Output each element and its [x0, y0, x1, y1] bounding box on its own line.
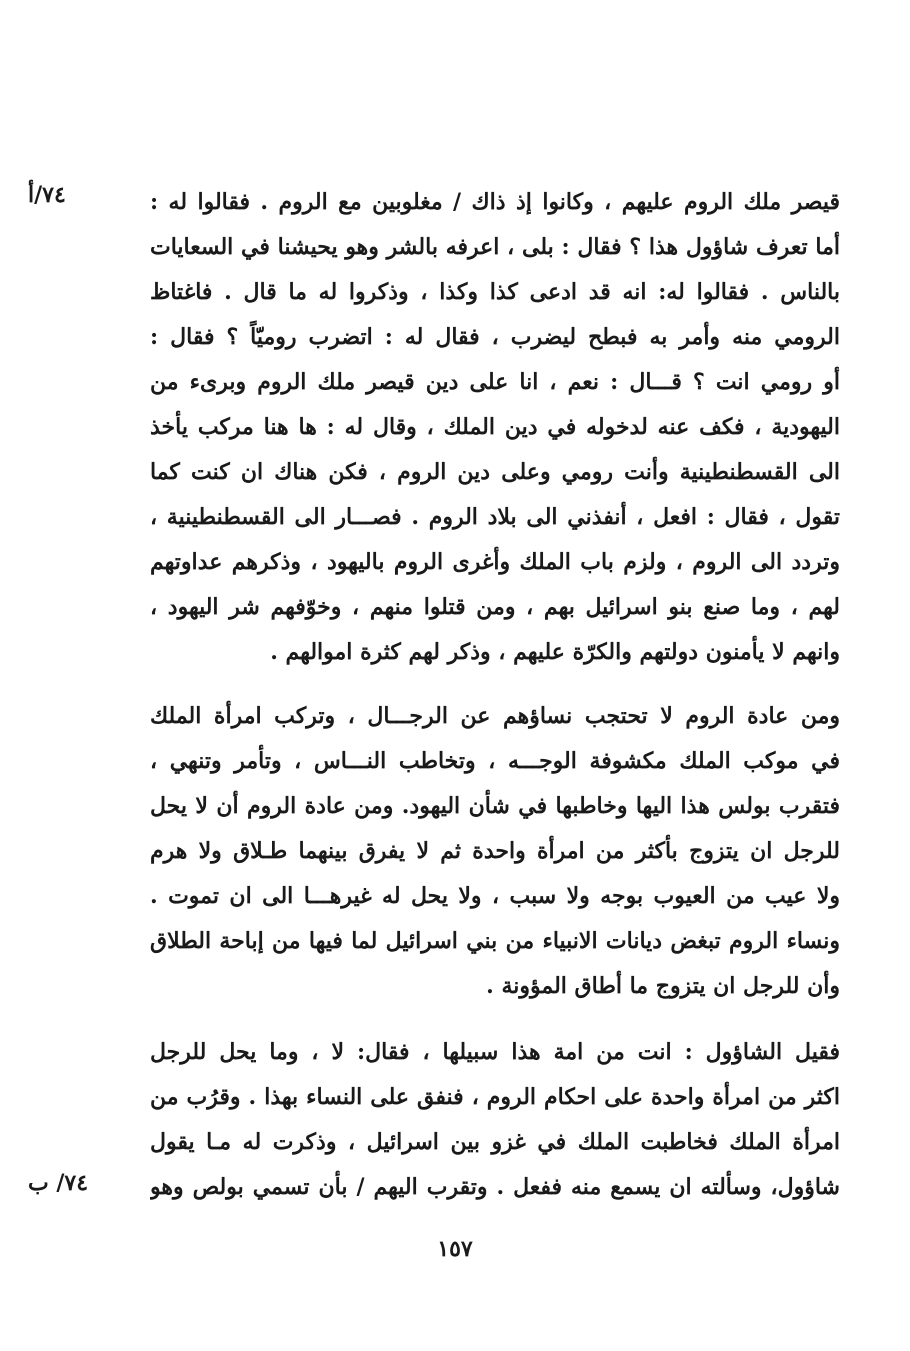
text-line: شاؤول، وسألته ان يسمع منه ففعل . وتقرب اليهم / بأن تسمي بولص وهو [150, 1174, 840, 1200]
text-line: الى القسطنطينية وأنت رومي وعلى دين الروم ، فكن هناك ان كنت كما [150, 459, 840, 485]
text-line: أو رومي انت ؟ قـــال : نعم ، انا على دين قيصر ملك الروم وبرىء من [150, 369, 840, 395]
text-line: ومن عادة الروم لا تحتجب نساؤهم عن الرجـــال ، وتركب امرأة الملك [150, 703, 840, 729]
text-line: اليهودية ، فكف عنه لدخوله في دين الملك ، وقال له : ها هنا مركب يأخذ [150, 414, 840, 440]
paragraph-3 [150, 1030, 840, 1210]
text-line: في موكب الملك مكشوفة الوجـــه ، وتخاطب النـــاس ، وتأمر وتنهي ، [150, 748, 840, 774]
text-line: الرومي منه وأمر به فبطح ليضرب ، فقال له : اتضرب روميّاً ؟ فقال : [150, 324, 840, 350]
text-line: وانهم لا يأمنون دولتهم والكرّة عليهم ، وذكر لهم كثرة اموالهم . [270, 639, 840, 665]
text-line: ولا عيب من العيوب بوجه ولا سبب ، ولا يحل له غيرهـــا الى ان تموت . [150, 883, 840, 909]
text-line: للرجل ان يتزوج بأكثر من امرأة واحدة ثم لا يفرق بينهما طـلاق ولا هرم [150, 838, 840, 864]
text-line: بالناس . فقالوا له: انه قد ادعى كذا وكذا ، وذكروا له ما قال . فاغتاظ [150, 279, 840, 305]
folio-marginal-note-bottom: ٧٤/ ب [28, 1170, 89, 1196]
text-line: فقيل الشاؤول : انت من امة هذا سبيلها ، فقال: لا ، وما يحل للرجل [150, 1039, 840, 1065]
text-line: ونساء الروم تبغض ديانات الانبياء من بني اسرائيل لما فيها من إباحة الطلاق [150, 928, 840, 954]
paragraph-1 [150, 180, 840, 675]
page-number: ١٥٧ [437, 1236, 473, 1262]
text-line: وأن للرجل ان يتزوج ما أطاق المؤونة . [486, 973, 840, 999]
text-line: امرأة الملك فخاطبت الملك في غزو بين اسرائيل ، وذكرت له مـا يقول [150, 1129, 840, 1155]
folio-marginal-note-top: ٧٤/أ [28, 182, 66, 208]
text-line: لهم ، وما صنع بنو اسرائيل بهم ، ومن قتلوا منهم ، وخوّفهم شر اليهود ، [150, 594, 840, 620]
text-line: أما تعرف شاؤول هذا ؟ فقال : بلى ، اعرفه بالشر وهو يحيشنا في السعايات [150, 234, 840, 260]
text-line: اكثر من امرأة واحدة على احكام الروم ، فنفق على النساء بهذا . وقرُب من [150, 1084, 840, 1110]
text-line: تقول ، فقال : افعل ، أنفذني الى بلاد الروم . فصـــار الى القسطنطينية ، [150, 504, 840, 530]
text-line: فتقرب بولس هذا اليها وخاطبها في شأن اليهود. ومن عادة الروم أن لا يحل [150, 793, 840, 819]
paragraph-2 [150, 694, 840, 1009]
text-line: قيصر ملك الروم عليهم ، وكانوا إذ ذاك / مغلوبين مع الروم . فقالوا له : [150, 189, 840, 215]
text-line: وتردد الى الروم ، ولزم باب الملك وأغرى الروم باليهود ، وذكرهم عداوتهم [150, 549, 840, 575]
